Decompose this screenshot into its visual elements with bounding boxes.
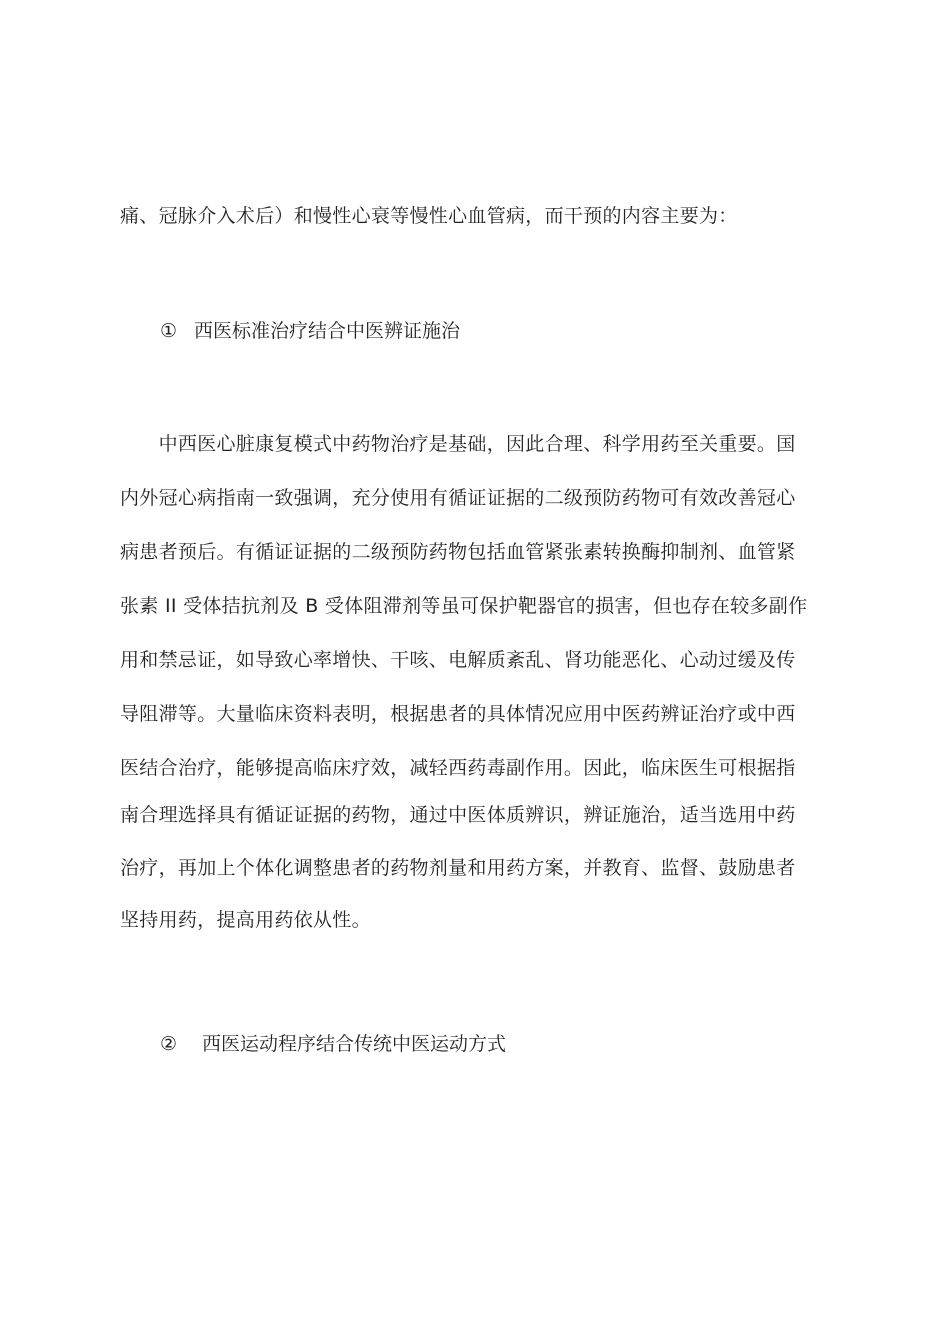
- section-number-2: ②: [160, 1033, 178, 1055]
- paragraph-line: 中西医心脏康复模式中药物治疗是基础，因此合理、科学用药至关重要。国: [120, 433, 796, 455]
- paragraph-line: 导阻滞等。大量临床资料表明，根据患者的具体情况应用中医药辨证治疗或中西: [120, 703, 796, 725]
- paragraph-line: 内外冠心病指南一致强调，充分使用有循证证据的二级预防药物可有效改善冠心: [120, 487, 796, 509]
- paragraph-line: 南合理选择具有循证证据的药物，通过中医体质辨识，辨证施治，适当选用中药: [120, 804, 796, 826]
- paragraph-line: 用和禁忌证，如导致心率增快、干咳、电解质紊乱、肾功能恶化、心动过缓及传: [120, 649, 796, 671]
- section-number-1: ①: [160, 320, 178, 342]
- section-title-2: 西医运动程序结合传统中医运动方式: [202, 1033, 507, 1055]
- paragraph-line: 坚持用药，提高用药依从性。: [120, 909, 371, 931]
- paragraph-line: 治疗，再加上个体化调整患者的药物剂量和用药方案，并教育、监督、鼓励患者: [120, 857, 796, 879]
- paragraph-line: 张素 II 受体拮抗剂及 B 受体阻滞剂等虽可保护靶器官的损害，但也存在较多副作: [120, 595, 808, 617]
- section-heading-1: [160, 317, 460, 345]
- paragraph-line: 医结合治疗，能够提高临床疗效，减轻西药毒副作用。因此，临床医生可根据指: [120, 757, 796, 779]
- intro-line: 痛、冠脉介入术后）和慢性心衰等慢性心血管病，而干预的内容主要为：: [120, 205, 738, 227]
- section-heading-2: [160, 1030, 506, 1058]
- paragraph-line: 病患者预后。有循证证据的二级预防药物包括血管紧张素转换酶抑制剂、血管紧: [120, 541, 796, 563]
- section-title-1: 西医标准治疗结合中医辨证施治: [194, 320, 461, 342]
